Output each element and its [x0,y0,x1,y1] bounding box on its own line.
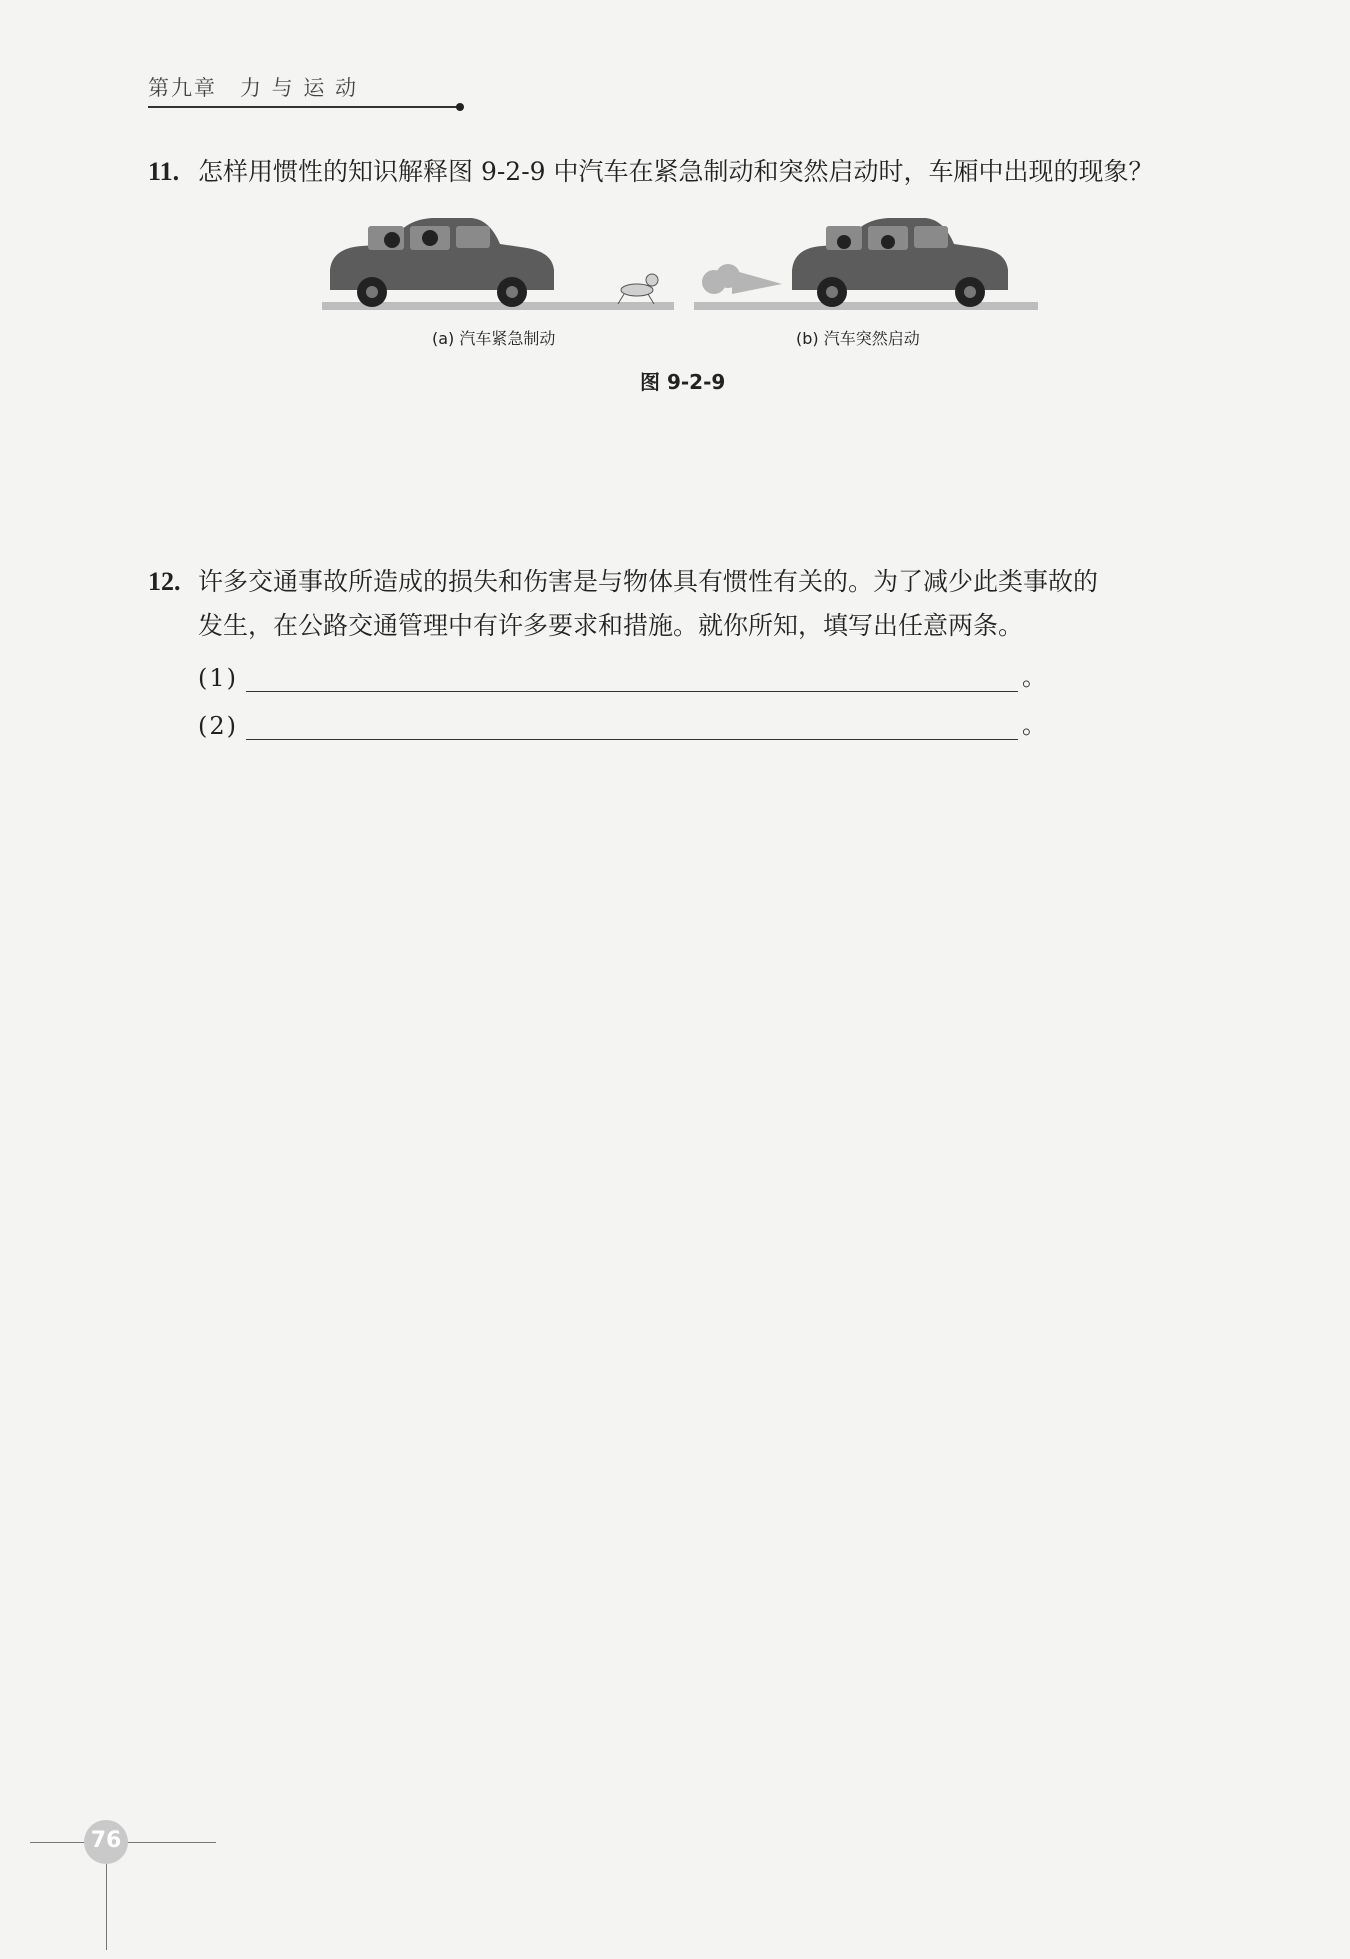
question-12 [148,560,1218,648]
header-rule [148,106,460,108]
page-footer-vertical-rule [106,1864,107,1950]
figure-9-2-9 [322,210,1038,320]
answer-end-mark: 。 [1022,711,1046,739]
answer-blank-1[interactable] [246,661,1018,692]
question-11 [148,150,1218,194]
answer-end-mark: 。 [1022,663,1046,691]
answer-label: (1) [198,664,238,692]
question-number: 12. [148,567,181,596]
braking-car [330,218,554,307]
question-text-2: 发生，在公路交通管理中有许多要求和措施。就你所知，填写出任意两条。 [198,611,1024,640]
car-illustration [322,210,1038,320]
question-text-1: 许多交通事故所造成的损失和伤害是与物体具有惯性有关的。为了减少此类事故的 [198,567,1099,596]
answer-line-1 [198,652,1046,692]
page-number: 76 [90,1828,122,1853]
exhaust-cloud [702,264,782,294]
caption-a: (a) 汽车紧急制动 [432,329,556,348]
answer-line-2 [198,700,1046,740]
figure-caption: 图 9-2-9 [640,370,726,394]
dog [618,274,658,304]
answer-blank-2[interactable] [246,709,1018,740]
question-text: 怎样用惯性的知识解释图 9-2-9 中汽车在紧急制动和突然启动时，车厢中出现的现象？ [198,157,1154,186]
chapter-title: 第九章 力 与 运 动 [148,76,359,100]
question-number: 11. [148,157,180,186]
starting-car [792,218,1008,307]
caption-b: (b) 汽车突然启动 [796,329,920,348]
question-line-1 [148,560,1218,604]
answer-label: (2) [198,712,238,740]
road-b [694,302,1038,310]
header-rule-dot [456,103,464,111]
